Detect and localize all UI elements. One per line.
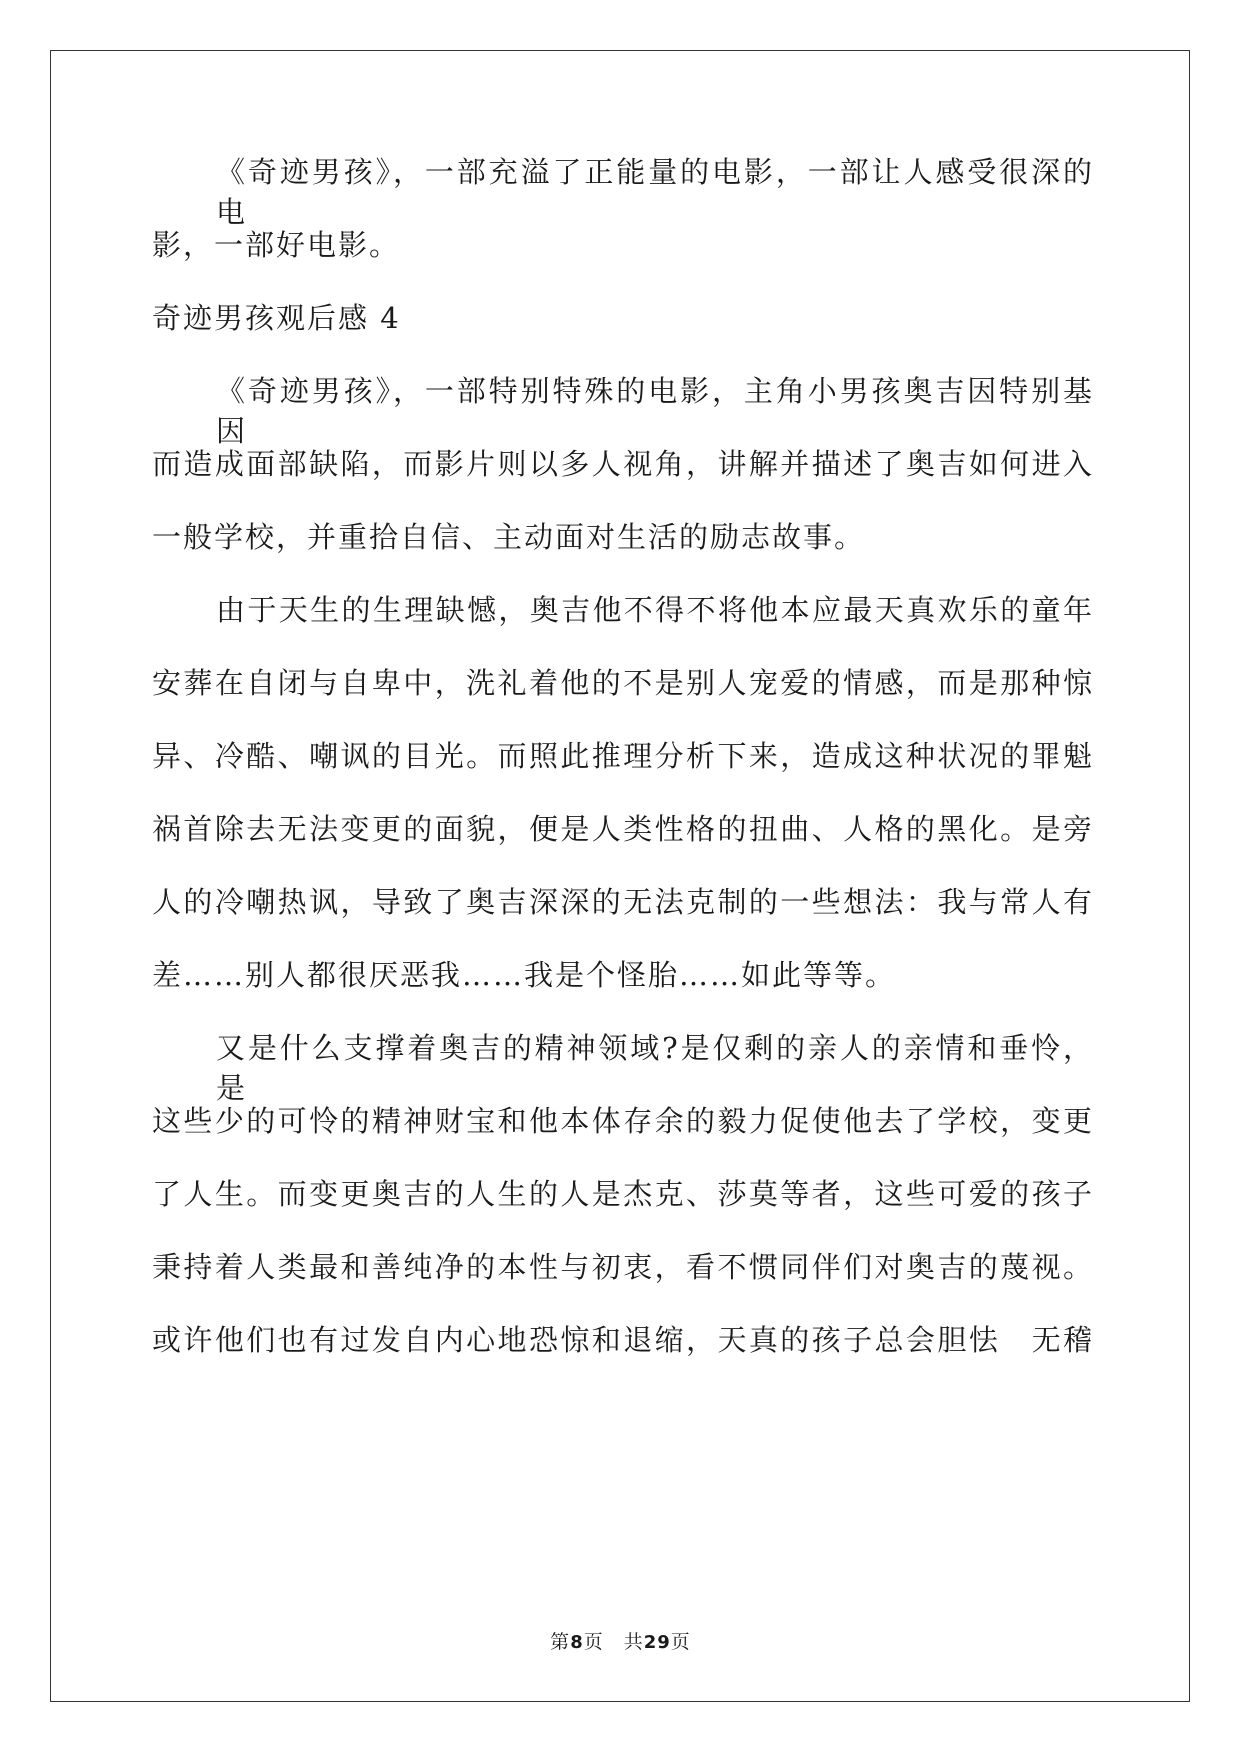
- current-page-number: 8: [570, 1632, 584, 1653]
- paragraph-line: 《奇迹男孩》，一部特别特殊的电影，主角小男孩奥吉因特别基因: [216, 374, 1094, 448]
- paragraph-line: 人的冷嘲热讽，导致了奥吉深深的无法克制的一些想法：我与常人有: [152, 885, 1094, 919]
- paragraph-line: 了人生。而变更奥吉的人生的人是杰克、莎莫等者，这些可爱的孩子: [152, 1177, 1094, 1211]
- paragraph-line: 而造成面部缺陷，而影片则以多人视角，讲解并描述了奥吉如何进入: [152, 447, 1094, 481]
- paragraph-line: 祸首除去无法变更的面貌，便是人类性格的扭曲、人格的黑化。是旁: [152, 812, 1094, 846]
- paragraph-line: 影，一部好电影。: [152, 228, 401, 262]
- paragraph-line: 安葬在自闭与自卑中，洗礼着他的不是别人宠爱的情感，而是那种惊: [152, 666, 1094, 700]
- page-label-prefix: 第: [550, 1631, 571, 1653]
- paragraph-line: 或许他们也有过发自内心地恐惊和退缩，天真的孩子总会胆怯 无稽: [152, 1323, 1094, 1357]
- paragraph-line: 又是什么支撑着奥吉的精神领域?是仅剩的亲人的亲情和垂怜，是: [216, 1031, 1094, 1105]
- paragraph-line: 差……别人都很厌恶我……我是个怪胎……如此等等。: [152, 958, 897, 992]
- paragraph-line: 由于天生的生理缺憾，奥吉他不得不将他本应最天真欢乐的童年: [216, 593, 1094, 627]
- paragraph-line: 异、冷酷、嘲讽的目光。而照此推理分析下来，造成这种状况的罪魁: [152, 739, 1094, 773]
- paragraph-line: 这些少的可怜的精神财宝和他本体存余的毅力促使他去了学校，变更: [152, 1104, 1094, 1138]
- page-label-mid: 页 共: [583, 1631, 644, 1653]
- paragraph-line: 《奇迹男孩》，一部充溢了正能量的电影，一部让人感受很深的电: [216, 155, 1094, 229]
- page-footer: [0, 1630, 1241, 1655]
- paragraph-line: 秉持着人类最和善纯净的本性与初衷，看不惯同伴们对奥吉的蔑视。: [152, 1250, 1094, 1284]
- section-heading: 奇迹男孩观后感 4: [152, 301, 401, 335]
- paragraph-line: 一般学校，并重拾自信、主动面对生活的励志故事。: [152, 520, 866, 554]
- total-pages-number: 29: [643, 1632, 671, 1653]
- page-label-suffix: 页: [670, 1631, 691, 1653]
